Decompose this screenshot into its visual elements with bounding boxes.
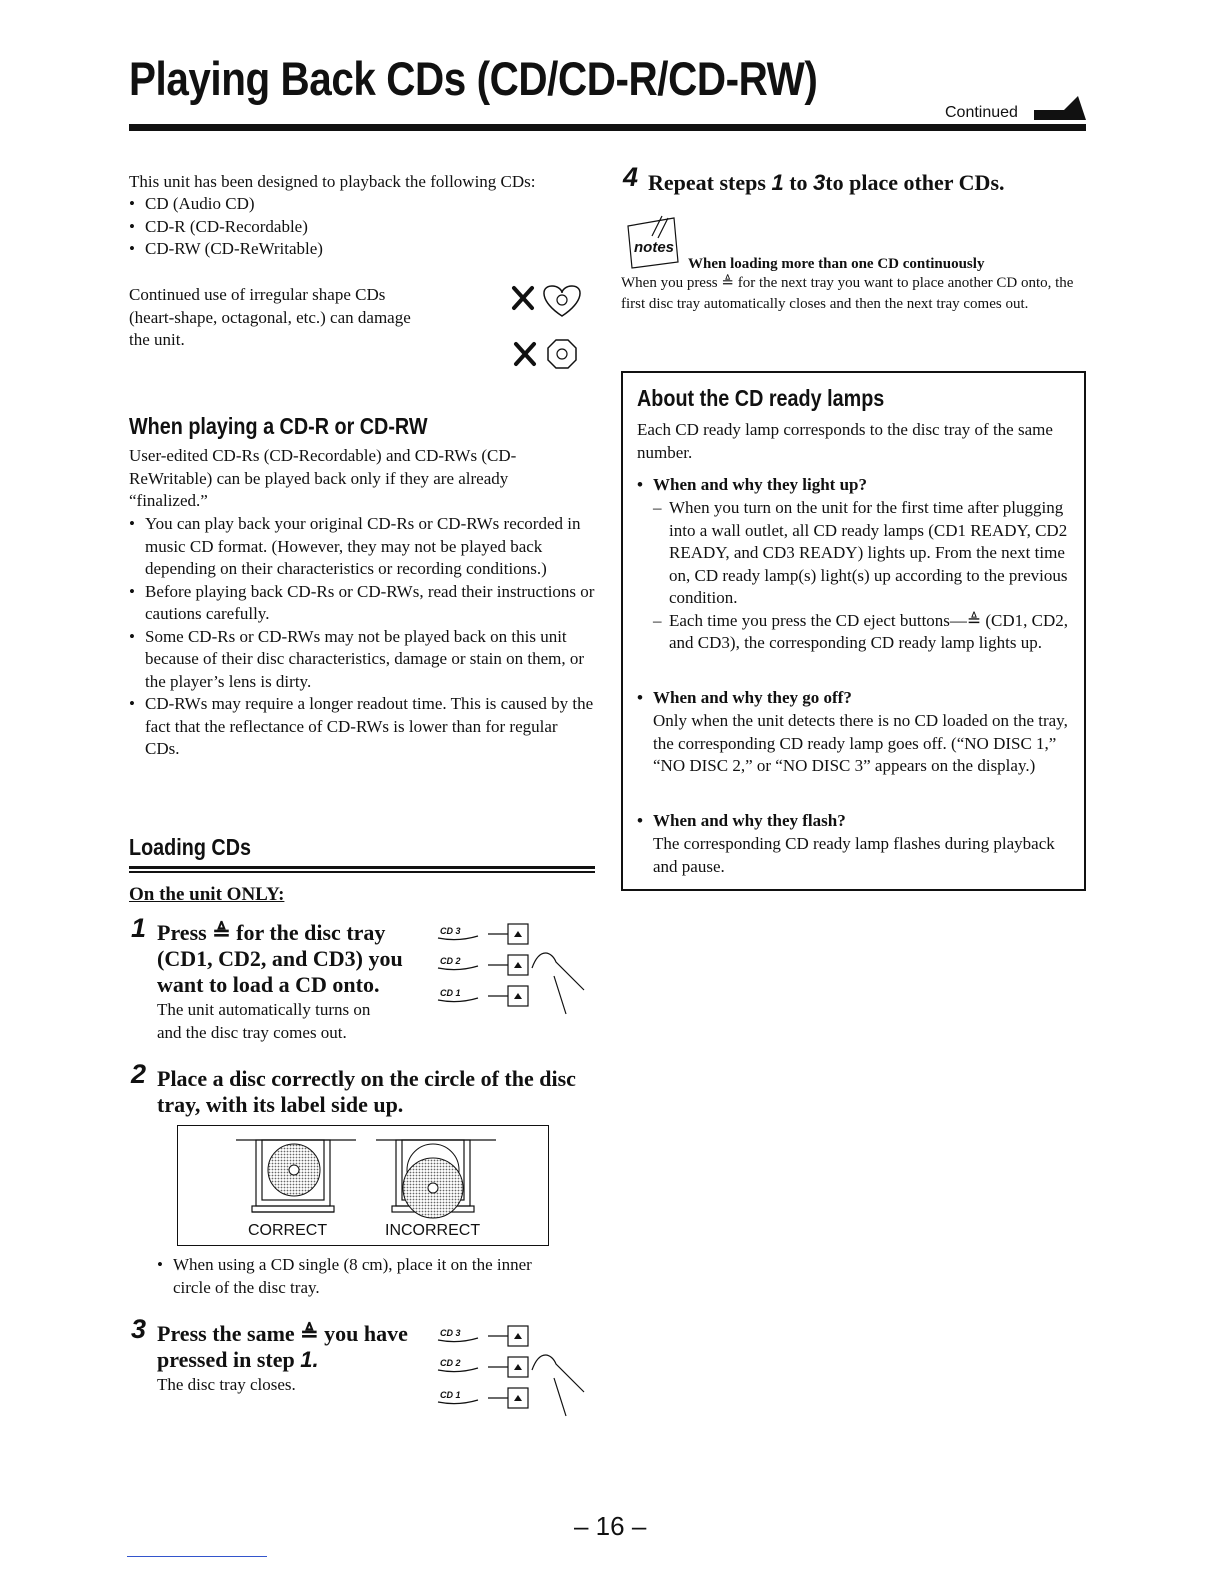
- disc-tray-illustration: [178, 1126, 548, 1245]
- notes-icon: [622, 214, 686, 272]
- list-item: • CD (Audio CD): [129, 193, 599, 216]
- list-item: • You can play back your original CD-Rs or CD-RWs recorded in music CD format. (However, they may not be played back depending on their characteristics or recording conditions.): [129, 513, 595, 581]
- step1-title: [157, 920, 427, 998]
- list-item: • CD-R (CD-Recordable): [129, 216, 599, 239]
- notes-badge: notes: [634, 239, 675, 256]
- step-title-line: Place a disc correctly on the circle of the disc: [157, 1066, 576, 1091]
- step-number: 1: [131, 913, 147, 943]
- tray-label: CD 1: [440, 1390, 461, 1400]
- step3-body: The disc tray closes.: [157, 1375, 296, 1394]
- warning-line: (heart-shape, octagonal, etc.) can damage: [129, 307, 411, 327]
- irregular-disc-icon: [510, 280, 600, 380]
- tray-label: CD 3: [440, 926, 461, 936]
- list-item: – Each time you press the CD eject buttons—≜ (CD1, CD2, and CD3), the corresponding CD ready lamp lights up.: [653, 610, 1073, 655]
- lamps-q2: • When and why they go off?: [637, 687, 852, 710]
- note-line: • When using a CD single (8 cm), place it on the inner: [157, 1254, 587, 1277]
- list-item: • CD-RW (CD-ReWritable): [129, 238, 599, 261]
- step4-text: Repeat steps: [648, 170, 766, 195]
- page-title: Playing Back CDs (CD/CD-R/CD-RW): [129, 52, 818, 105]
- disc-placement-figure: [177, 1125, 549, 1246]
- cdr-heading: When playing a CD-R or CD-RW: [129, 413, 428, 439]
- warning-line: Continued use of irregular shape CDs: [129, 285, 386, 304]
- step4-title: [648, 170, 1005, 196]
- tray-label: CD 2: [440, 1358, 461, 1368]
- step-body-line: The unit automatically turns on: [157, 1000, 371, 1019]
- lamps-q2-text: Only when the unit detects there is no CD loaded on the tray, the corresponding CD ready lamp goes off. (“NO DISC 1,” “NO DISC 2,” or “NO DISC 3” appears on the display.): [653, 711, 1068, 775]
- notes-title: When loading more than one CD continuously: [688, 256, 985, 272]
- eject-buttons-illustration: [436, 918, 586, 1018]
- lamps-q1: • When and why they light up?: [637, 474, 867, 497]
- step-body-line: and the disc tray comes out.: [157, 1022, 347, 1042]
- step-title-line: want to load a CD onto.: [157, 972, 380, 997]
- correct-label: CORRECT: [248, 1222, 328, 1239]
- step4-text: to place other CDs.: [825, 170, 1005, 195]
- cdr-para: User-edited CD-Rs (CD-Recordable) and CD-RWs (CD-ReWritable) can be played back only if they are already “finalized.”: [129, 446, 517, 510]
- continued-label: Continued: [945, 104, 1018, 121]
- step2-title: [157, 1066, 597, 1118]
- step-number: 2: [131, 1059, 147, 1089]
- step1-body: [157, 999, 370, 1044]
- step-reference: 1.: [300, 1347, 319, 1372]
- list-item: • CD-RWs may require a longer readout time. This is caused by the fact that the reflectance of CD-RWs is lower than for regular CDs.: [129, 693, 595, 761]
- tray-label: CD 2: [440, 956, 461, 966]
- section-rule: [129, 866, 595, 869]
- cd-ready-lamps-box: [621, 371, 1086, 891]
- section-rule: [129, 871, 595, 873]
- lamps-intro: Each CD ready lamp corresponds to the disc tray of the same number.: [637, 420, 1053, 462]
- title-rule: [129, 124, 1086, 131]
- list-item: • Some CD-Rs or CD-RWs may not be played back on this unit because of their disc characteristics, damage or stain on them, or the player’s lens is dirty.: [129, 626, 595, 694]
- continued-arrow-icon: [1034, 96, 1086, 124]
- note-line: circle of the disc tray.: [173, 1277, 320, 1297]
- tray-label: CD 1: [440, 988, 461, 998]
- step-number: 3: [131, 1314, 147, 1344]
- lamps-q3: • When and why they flash?: [637, 810, 846, 833]
- step4-text: to: [789, 170, 808, 195]
- irregular-warning: [129, 284, 489, 352]
- lamps-q3-text: The corresponding CD ready lamp flashes during playback and pause.: [653, 834, 1055, 876]
- cdr-bullets: [129, 513, 595, 761]
- tray-label: CD 3: [440, 1328, 461, 1338]
- step-title-line: [157, 1347, 427, 1373]
- step-reference: 1: [771, 170, 784, 195]
- step-title-line: (CD1, CD2, and CD3) you: [157, 946, 403, 971]
- page-number: – 16 –: [574, 1511, 647, 1541]
- cd-single-note: [157, 1254, 587, 1299]
- footer-link-line: [127, 1556, 267, 1557]
- warning-line: the unit.: [129, 330, 185, 349]
- step-number: 4: [623, 162, 639, 192]
- step-title-line: Press the same ≜ you have: [157, 1321, 408, 1346]
- lamps-heading: About the CD ready lamps: [637, 385, 885, 411]
- notes-text: When you press ≜ for the next tray you want to place another CD onto, the first disc tray automatically closes and then the next tray comes out.: [621, 275, 1074, 312]
- step-reference: 3: [813, 170, 826, 195]
- list-item: • Before playing back CD-Rs or CD-RWs, read their instructions or cautions carefully.: [129, 581, 595, 626]
- intro-list: [129, 193, 599, 261]
- loading-subheading: On the unit ONLY:: [129, 884, 285, 905]
- eject-buttons-illustration: [436, 1320, 586, 1420]
- step-title-text: pressed in step: [157, 1347, 295, 1372]
- list-item: – When you turn on the unit for the first time after plugging into a wall outlet, all CD ready lamps (CD1 READY, CD2 READY, and CD3 READY) lights up. From the next time on, CD ready lamp(s) light(s) up according to the previous condition.: [653, 497, 1073, 610]
- step3-title: [157, 1321, 427, 1373]
- step-title-line: tray, with its label side up.: [157, 1092, 404, 1117]
- step-title-line: Press ≜ for the disc tray: [157, 920, 386, 945]
- lamps-q1-list: [653, 497, 1073, 655]
- intro-text: This unit has been designed to playback the following CDs:: [129, 172, 536, 191]
- incorrect-label: INCORRECT: [385, 1222, 481, 1239]
- loading-heading: Loading CDs: [129, 834, 251, 860]
